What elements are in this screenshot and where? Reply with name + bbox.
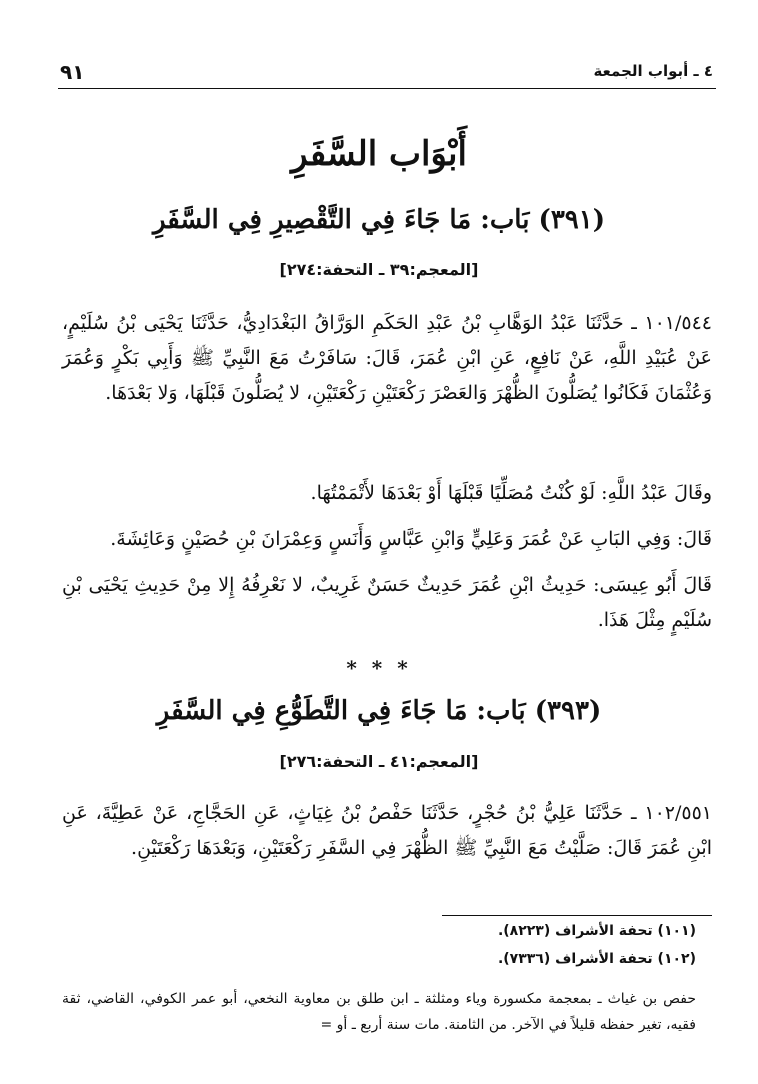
abdullah-statement: وقَالَ عَبْدُ اللَّهِ: لَوْ كُنْتُ مُصَلِّيًا قَبْلَهَا أَوْ بَعْدَهَا لأَتْمَمْتُهَا.: [310, 482, 712, 504]
bab-others-note: قَالَ: وَفِي البَابِ عَنْ عُمَرَ وَعَلِيٍّ وَابْنِ عَبَّاسٍ وَأَنَسٍ وَعِمْرَانَ بْنِ حُصَيْنٍ وَعَائِشَةَ.: [110, 528, 712, 550]
section-reference-391: [المعجم:٣٩ ـ التحفة:٢٧٤]: [279, 260, 479, 279]
abu-isa-comment: قَالَ أَبُو عِيسَى: حَدِيثُ ابْنِ عُمَرَ حَدِيثٌ حَسَنٌ غَرِيبٌ، لا نَعْرِفُهُ إِلا مِنْ حَدِيثِ يَحْيَى بْنِ سُلَيْمٍ مِثْلَ هَذَا.: [62, 574, 712, 631]
footnote-102: (١٠٢) تحفة الأشراف (٧٣٣٦).: [497, 951, 696, 967]
section-heading-391: (٣٩١) بَاب: مَا جَاءَ فِي التَّقْصِيرِ فِي السَّفَرِ: [152, 205, 606, 235]
hadith-101: ١٠١/٥٤٤ ـ حَدَّثَنَا عَبْدُ الوَهَّابِ بْنُ عَبْدِ الحَكَمِ الوَرَّاقُ البَغْدَادِيُّ، حَدَّثَنَا يَحْيَى بْنُ سُلَيْمٍ، عَنْ عُبَيْدِ اللَّهِ، عَنْ نَافِعٍ، عَنِ ابْنِ عُمَرَ، قَالَ: سَافَرْتُ مَعَ النَّبِيِّ ﷺ وَأَبِي بَكْرٍ وَعُمَرَ وَعُثْمَانَ فَكَانُوا يُصَلُّونَ الظُّهْرَ وَالعَصْرَ رَكْعَتَيْنِ رَكْعَتَيْنِ، لا يُصَلُّونَ قَبْلَهَا، وَلا بَعْدَهَا.: [62, 312, 712, 404]
narrator-note: حفص بن غياث ـ بمعجمة مكسورة وياء ومثلثة ـ ابن طلق بن معاوية النخعي، أبو عمر الكوفي، القاضي، ثقة فقيه، تغير حفظه قليلاً في الآخر. من الثامنة. مات سنة أربع ـ أو =: [62, 991, 696, 1033]
footnote-rule: [442, 915, 712, 916]
hadith-102: ١٠٢/٥٥١ ـ حَدَّثَنَا عَلِيُّ بْنُ حُجْرٍ، حَدَّثَنَا حَفْصُ بْنُ غِيَاثٍ، عَنِ الحَجَّاجِ، عَنْ عَطِيَّةَ، عَنِ ابْنِ عُمَرَ قَالَ: صَلَّيْتُ مَعَ النَّبِيِّ ﷺ الظُّهْرَ فِي السَّفَرِ رَكْعَتَيْنِ، وَبَعْدَهَا رَكْعَتَيْنِ.: [62, 802, 712, 859]
section-reference-393: [المعجم:٤١ ـ التحفة:٢٧٦]: [279, 752, 479, 771]
header-rule: [58, 88, 716, 89]
section-heading-393: (٣٩٣) بَاب: مَا جَاءَ فِي التَّطَوُّعِ فِي السَّفَرِ: [156, 696, 602, 726]
chapter-title: ٤ ـ أبواب الجمعة: [593, 62, 713, 80]
section-separator: * * *: [346, 656, 412, 680]
footnote-101: (١٠١) تحفة الأشراف (٨٢٢٣).: [497, 923, 696, 939]
main-title: أَبْوَاب السَّفَرِ: [291, 134, 467, 174]
page-number: ٩١: [60, 60, 85, 84]
running-header: [60, 62, 713, 88]
